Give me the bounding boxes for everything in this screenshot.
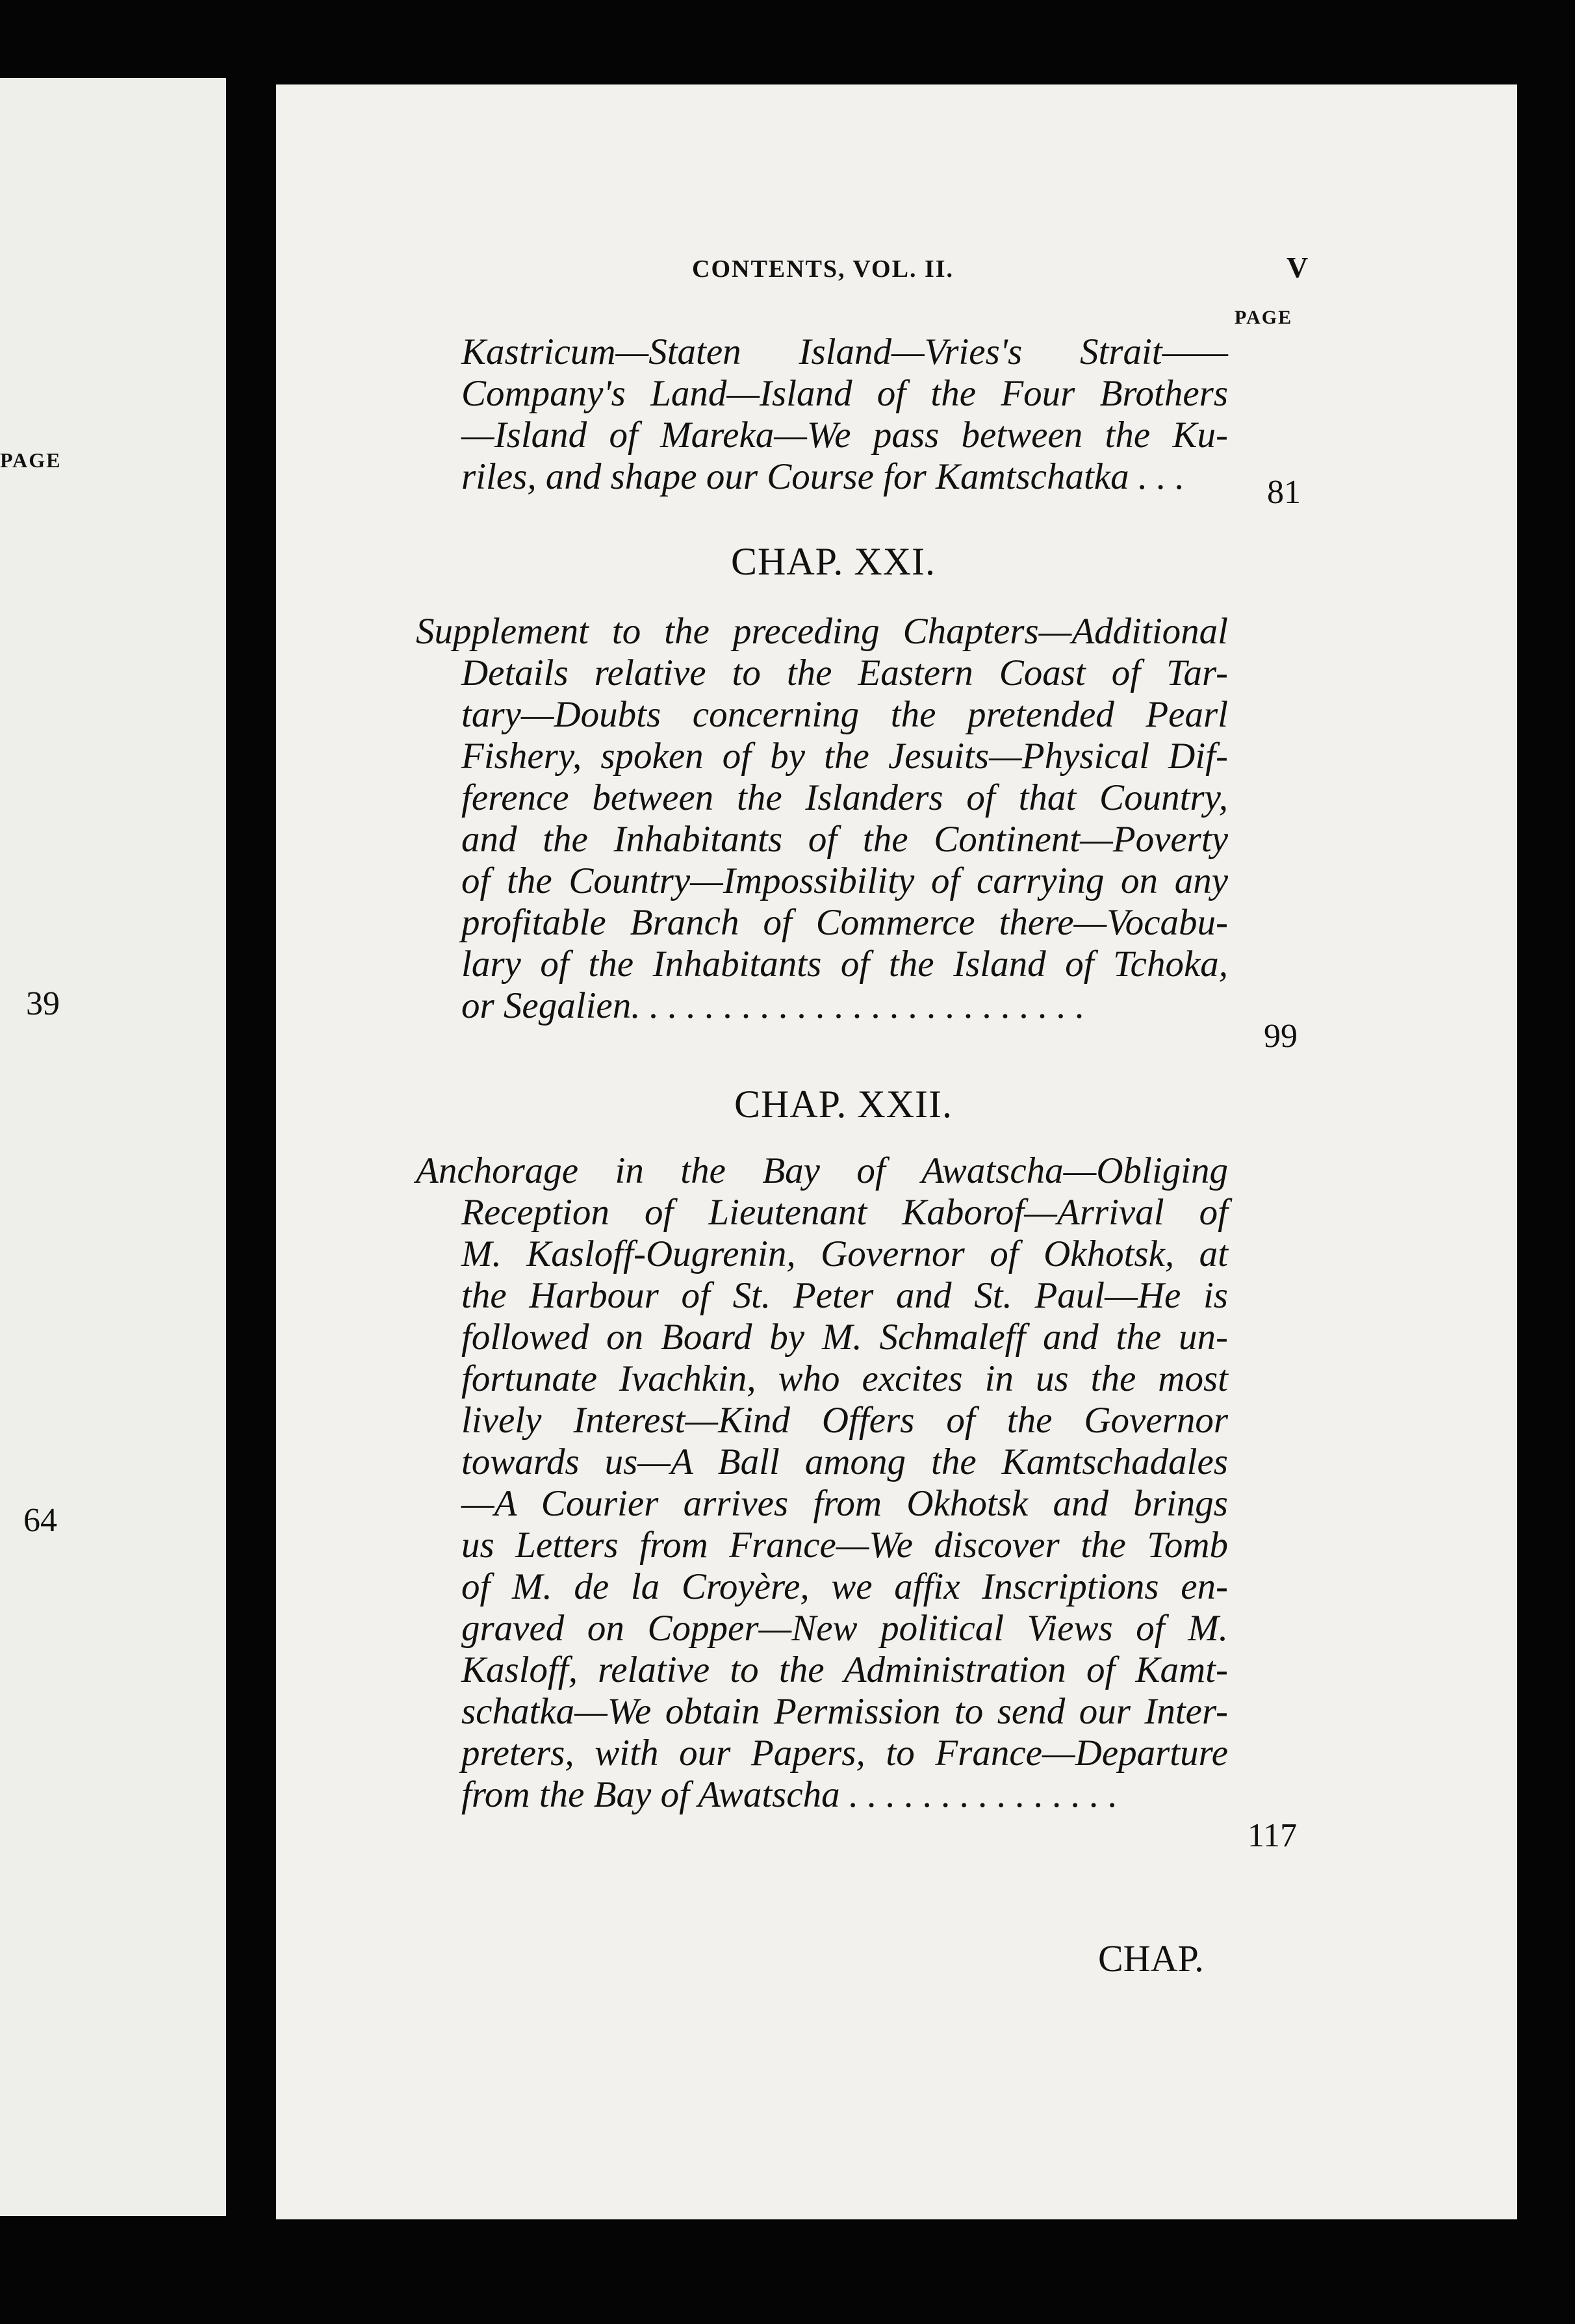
entry-line: lively Interest—Kind Offers of the Governor <box>461 1400 1228 1441</box>
contents-entry <box>416 611 1228 1027</box>
entry-line: or Segalien. . . . . . . . . . . . . . . . . . . . . . . . . <box>461 985 1085 1026</box>
entry-line: towards us—A Ball among the Kamtschadales <box>461 1441 1228 1482</box>
left-page-number-2: 64 <box>23 1502 57 1539</box>
entry-line: of the Country—Impossibility of carrying on any <box>461 860 1228 901</box>
entry-page-number: 117 <box>1248 1817 1298 1854</box>
entry-line: fortunate Ivachkin, who excites in us the most <box>461 1358 1228 1399</box>
catchword: CHAP. <box>1098 1937 1204 1980</box>
entry-line: ference between the Islanders of that Country, <box>461 777 1228 818</box>
entry-line: Anchorage in the Bay of Awatscha—Obliging <box>416 1150 1228 1191</box>
entry-line: —Island of Mareka—We pass between the Ku- <box>461 415 1228 456</box>
entry-page-number: 81 <box>1267 474 1301 511</box>
entry-line: of M. de la Croyère, we affix Inscriptions en- <box>461 1566 1228 1607</box>
entry-line: lary of the Inhabitants of the Island of Tchoka, <box>461 944 1228 985</box>
entry-line: tary—Doubts concerning the pretended Pearl <box>461 694 1228 735</box>
left-page-number-1: 39 <box>26 985 60 1022</box>
chapter-heading: CHAP. XXII. <box>734 1083 953 1126</box>
entry-line: the Harbour of St. Peter and St. Paul—He is <box>461 1275 1228 1316</box>
entry-line: schatka—We obtain Permission to send our Inter- <box>461 1691 1228 1732</box>
entry-line: Company's Land—Island of the Four Brothers <box>461 373 1228 414</box>
entry-line: and the Inhabitants of the Continent—Poverty <box>461 819 1228 860</box>
contents-entry <box>461 331 1228 498</box>
entry-line: Reception of Lieutenant Kaborof—Arrival of <box>461 1192 1228 1233</box>
entry-line: followed on Board by M. Schmaleff and the un- <box>461 1317 1228 1358</box>
entry-line: Kastricum—Staten Island—Vries's Strait—— <box>461 331 1228 372</box>
entry-line: profitable Branch of Commerce there—Vocabu- <box>461 902 1228 943</box>
entry-line: Fishery, spoken of by the Jesuits—Physical Dif- <box>461 736 1228 777</box>
right-page <box>276 84 1517 2219</box>
running-header: CONTENTS, VOL. II. <box>692 255 954 283</box>
entry-line: Kasloff, relative to the Administration of Kamt- <box>461 1649 1228 1690</box>
chapter-heading: CHAP. XXI. <box>731 540 936 583</box>
entry-line: from the Bay of Awatscha . . . . . . . . . . . . . . . <box>461 1774 1118 1815</box>
entry-line: —A Courier arrives from Okhotsk and brings <box>461 1483 1228 1524</box>
folio: V <box>1287 251 1309 284</box>
left-page-label: PAGE <box>0 448 62 472</box>
entry-line: Supplement to the preceding Chapters—Additional <box>416 611 1228 652</box>
left-page <box>0 78 226 2216</box>
entry-line: Details relative to the Eastern Coast of Tar- <box>461 652 1228 693</box>
contents-entry <box>416 1150 1228 1816</box>
entry-line: M. Kasloff-Ougrenin, Governor of Okhotsk, at <box>461 1233 1228 1274</box>
entry-line: preters, with our Papers, to France—Departure <box>461 1733 1228 1774</box>
page-column-label: PAGE <box>1235 307 1293 328</box>
entry-page-number: 99 <box>1264 1018 1298 1055</box>
entry-line: us Letters from France—We discover the Tomb <box>461 1525 1228 1566</box>
entry-line: riles, and shape our Course for Kamtschatka . . . <box>461 456 1185 497</box>
entry-line: graved on Copper—New political Views of M. <box>461 1608 1228 1649</box>
